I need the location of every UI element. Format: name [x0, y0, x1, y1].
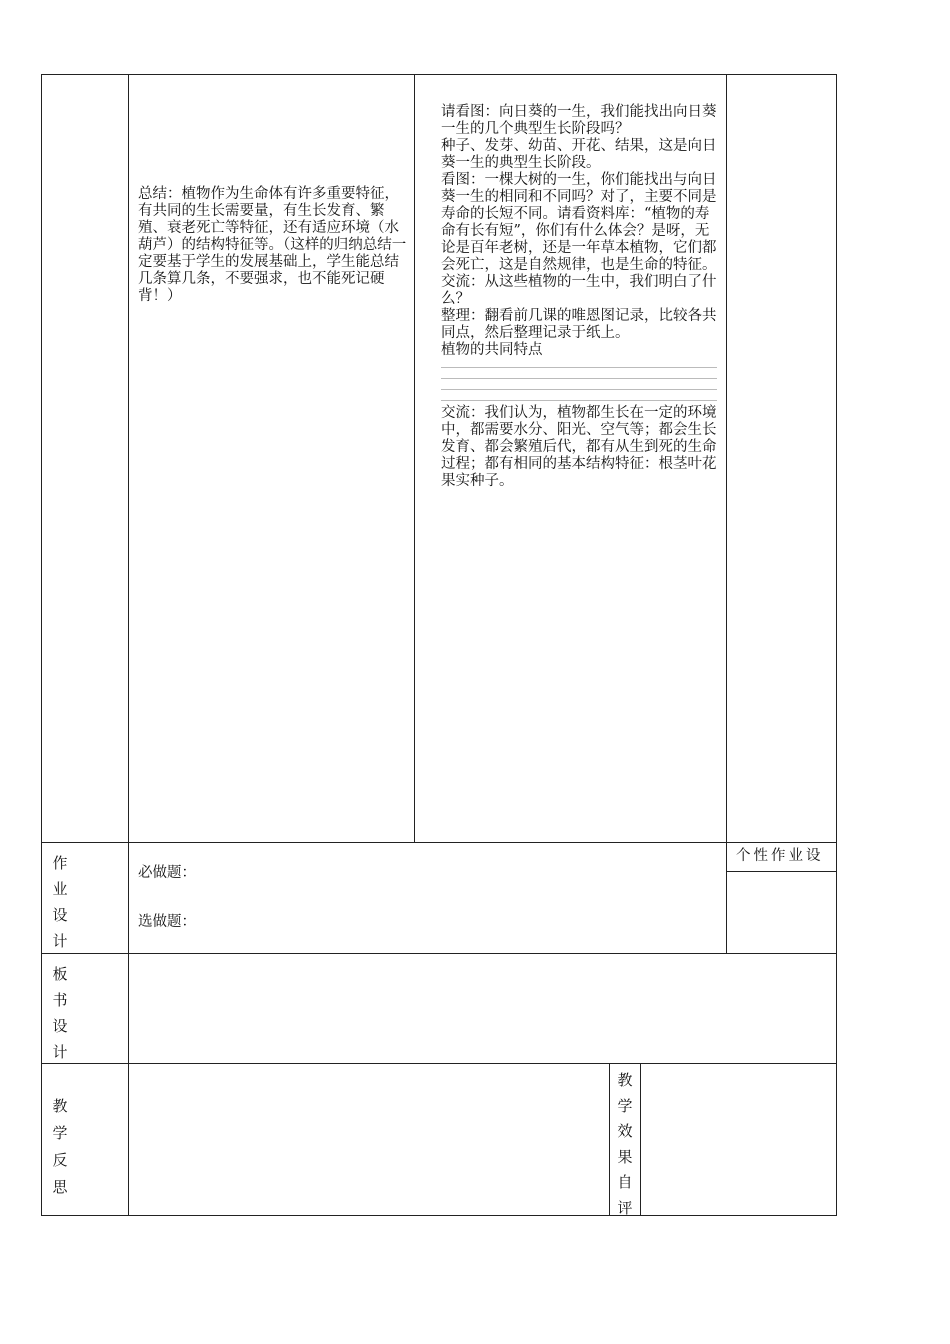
summary-text — [138, 186, 410, 305]
answer-line — [441, 367, 717, 368]
paragraph-exchange-answer: 交流：我们认为，植物都生长在一定的环境中，都需要水分、阳光、空气等；都会生长发育、都会繁殖后代，都有从生到死的生命过程；都有相同的基本结构特征：根茎叶花果实种子。 — [441, 405, 717, 489]
right-column-divider — [726, 74, 727, 954]
lesson-activity-text — [441, 104, 719, 490]
label-char: 作 — [52, 854, 68, 872]
required-homework-label: 必做题： — [138, 865, 196, 881]
answer-line — [441, 378, 717, 379]
paragraph-big-tree: 看图：一棵大树的一生，你们能找出与向日葵一生的相同和不同吗？对了，主要不同是寿命的长短不同。请看资料库：“植物的寿命有长有短”，你们有什么体会？是呀，无论是百年老树，还是一年草本植物，它们都会死亡，这是自然规律，也是生命的特征。 — [441, 172, 717, 273]
board-design-label — [45, 961, 75, 1065]
label-char: 板 — [52, 965, 68, 983]
label-column-divider — [128, 74, 129, 1216]
answer-line — [441, 400, 717, 401]
row-divider-homework — [41, 842, 837, 843]
table-left-border — [41, 74, 42, 1216]
label-char: 评 — [617, 1198, 633, 1217]
label-char: 学 — [52, 1124, 68, 1142]
label-char: 书 — [52, 991, 68, 1009]
personal-homework-divider — [726, 871, 837, 872]
paragraph-common-features-title: 植物的共同特点 — [441, 342, 543, 358]
middle-column-divider — [414, 74, 415, 843]
paragraph-exchange-question: 交流：从这些植物的一生中，我们明白了什么？ — [441, 274, 717, 307]
row-divider-reflection — [41, 1063, 837, 1064]
label-char: 反 — [52, 1151, 68, 1169]
label-char: 教 — [617, 1071, 633, 1089]
label-char: 效 — [617, 1122, 633, 1140]
homework-label — [45, 850, 75, 954]
paragraph-sunflower-stages: 种子、发芽、幼苗、开花、结果，这是向日葵一生的典型生长阶段。 — [441, 138, 717, 171]
label-char: 思 — [52, 1178, 68, 1196]
label-char: 自 — [617, 1173, 633, 1191]
answer-line — [441, 389, 717, 390]
label-char: 教 — [52, 1097, 68, 1115]
label-char: 业 — [52, 880, 68, 898]
row-divider-board — [41, 953, 837, 954]
label-char: 设 — [52, 906, 68, 924]
table-bottom-border — [41, 1215, 837, 1216]
label-char: 果 — [617, 1147, 633, 1166]
label-char: 学 — [617, 1096, 633, 1115]
personal-homework-label: 个性作业设 — [736, 848, 824, 864]
table-right-border — [836, 74, 837, 1216]
label-char: 计 — [52, 932, 68, 950]
paragraph-sunflower-question: 请看图：向日葵的一生，我们能找出向日葵一生的几个典型生长阶段吗？ — [441, 104, 717, 137]
teaching-reflection-label — [45, 1093, 75, 1201]
paragraph-organize: 整理：翻看前几课的唯恩图记录，比较各共同点，然后整理记录于纸上。 — [441, 308, 717, 341]
summary-paragraph: 总结：植物作为生命体有许多重要特征，有共同的生长需要量，有生长发育、繁殖、衰老死亡等特征，还有适应环境（水葫芦）的结构特征等。（这样的归纳总结一定要基于学生的发展基础上，学生能总结几条算几条，不要强求，也不能死记硬背！） — [138, 186, 407, 304]
label-char: 设 — [52, 1017, 68, 1035]
optional-homework-label: 选做题： — [138, 914, 196, 930]
label-char: 计 — [52, 1043, 68, 1061]
table-top-border — [41, 74, 837, 75]
self-evaluation-label — [610, 1068, 640, 1221]
self-eval-right-divider — [640, 1063, 641, 1216]
